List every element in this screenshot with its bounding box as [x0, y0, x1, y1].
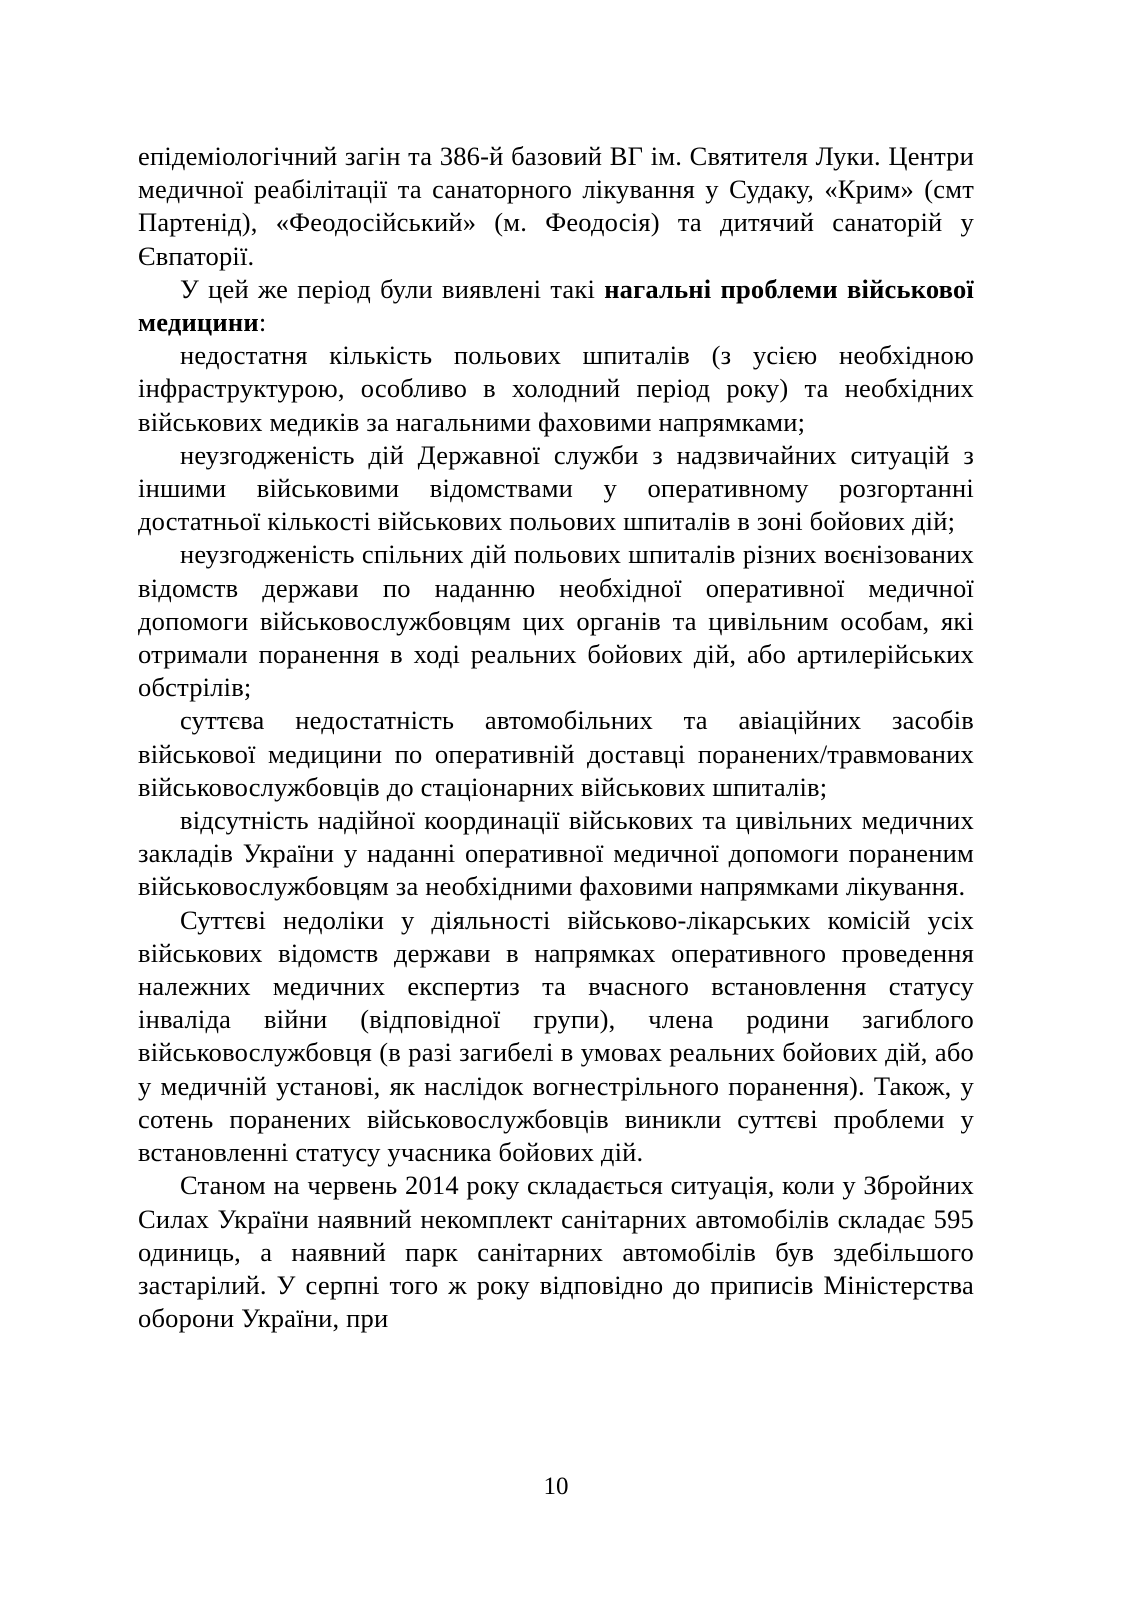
paragraph-3: недостатня кількість польових шпиталів (з усією необхідною інфраструктурою, особливо в холодний період року) та необхідних військових медиків за нагальними фаховими напрямками; [138, 340, 974, 437]
paragraph-5: неузгодженість спільних дій польових шпиталів різних воєнізованих відомств держави по наданню необхідної оперативної медичної допомоги військовослужбовцям цих органів та цивільним особам, які отримали поранення в ході реальних бойових дій, або артилерійських обстрілів; [138, 539, 974, 703]
paragraph-9: Станом на червень 2014 року складається ситуація, коли у Збройних Силах України наявний некомплект санітарних автомобілів складає 595 одиниць, а наявний парк санітарних автомобілів був здебільшого застарілий. У серпні того ж року відповідно до приписів Міністерства оборони України, при [138, 1170, 974, 1334]
paragraph-2 [138, 273, 974, 339]
paragraph-7: відсутність надійної координації військових та цивільних медичних закладів України у наданні оперативної медичної допомоги пораненим військовослужбовцям за необхідними фаховими напрямками лікування. [138, 805, 974, 902]
paragraph-2-tail: : [258, 307, 267, 338]
page-number: 10 [543, 1473, 569, 1500]
paragraph-4: неузгодженість дій Державної служби з надзвичайних ситуацій з іншими військовими відомствами у оперативному розгортанні достатньої кількості військових польових шпиталів в зоні бойових дій; [138, 439, 974, 537]
bold-phrase: нагальні проблеми військової медицини [138, 273, 974, 338]
paragraph-8: Суттєві недоліки у діяльності військово-лікарських комісій усіх військових відомств держави в напрямках оперативного проведення належних медичних експертиз та вчасного встановлення статусу інваліда війни (відповідної групи), члена родини загиблого військовослужбовця (в разі загибелі в умовах реальних бойових дій, або у медичній установі, як наслідок вогнестрільного поранення). Також, у сотень поранених військовослужбовців виникли суттєві проблеми у встановленні статусу учасника бойових дій. [138, 904, 974, 1168]
paragraph-6: суттєва недостатність автомобільних та авіаційних засобів військової медицини по оперативній доставці поранених/травмованих військовослужбовців до стаціонарних військових шпиталів; [138, 705, 974, 802]
paragraph-2-lead: У цей же період були виявлені такі [180, 273, 605, 304]
text-column [138, 140, 974, 1335]
paragraph-1: епідеміологічний загін та 386-й базовий ВГ ім. Святителя Луки. Центри медичної реабілітації та санаторного лікування у Судаку, «Крим» (смт Партенід), «Феодосійський» (м. Феодосія) та дитячий санаторій у Євпаторії. [138, 141, 974, 271]
